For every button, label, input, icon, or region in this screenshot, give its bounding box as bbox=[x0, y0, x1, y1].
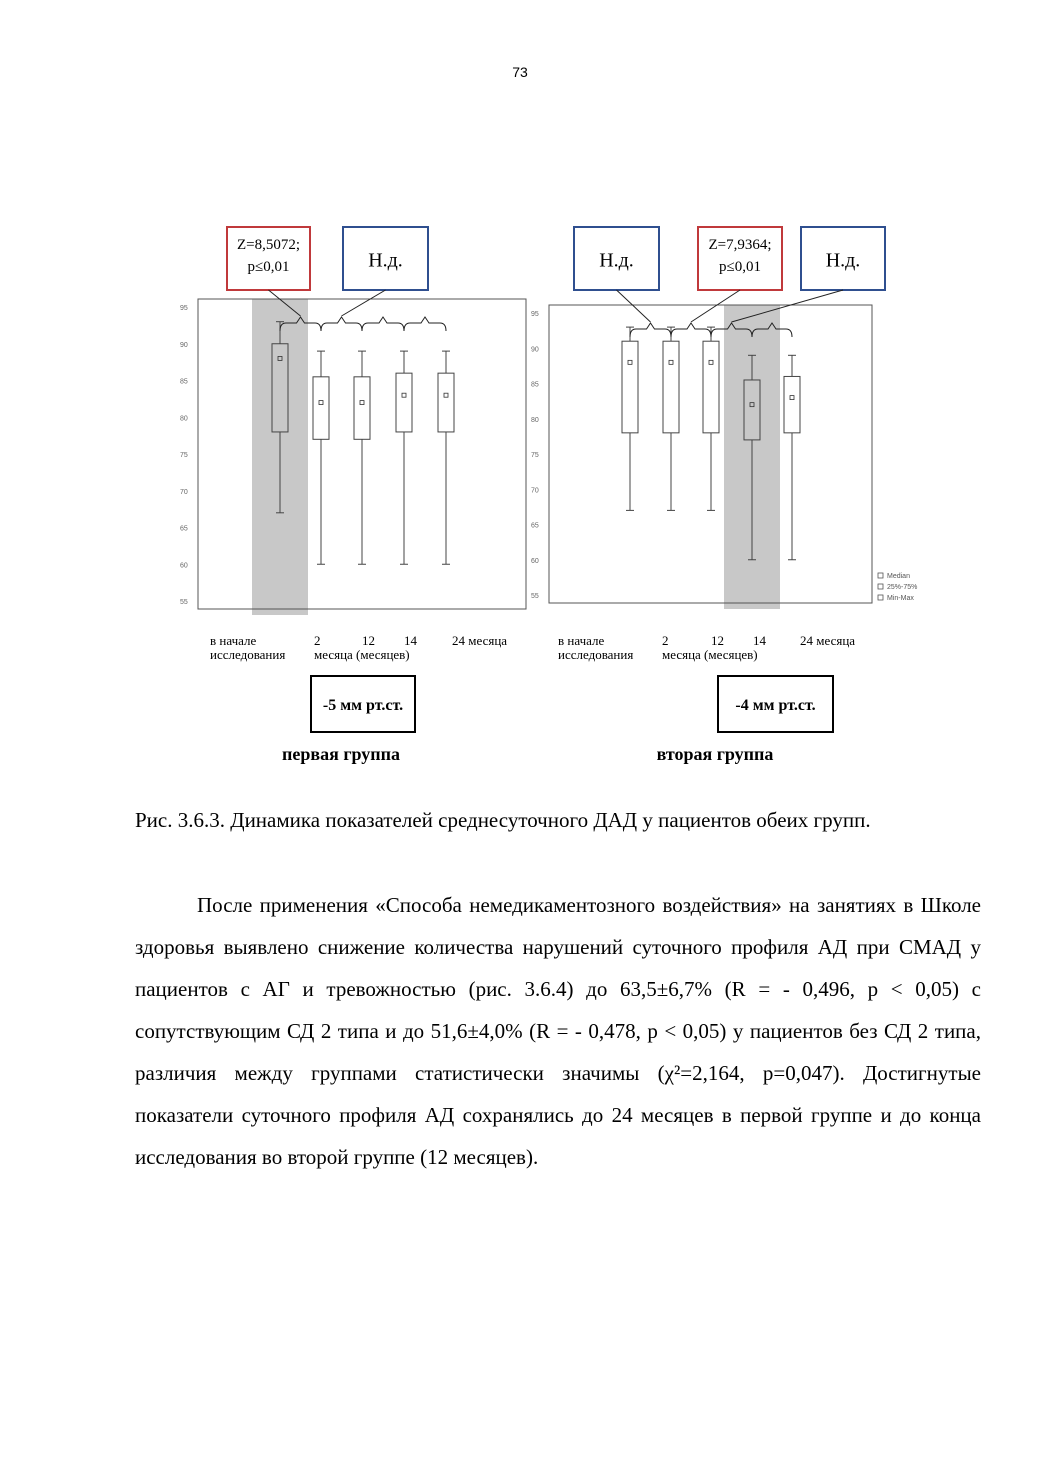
median-marker bbox=[669, 360, 673, 364]
iqr-box bbox=[313, 377, 329, 439]
annotation-text: Н.д. bbox=[368, 249, 403, 272]
annotation-text: Z=8,5072; bbox=[236, 237, 301, 253]
legend-swatch bbox=[878, 584, 883, 589]
x-axis-label: 14 bbox=[753, 633, 766, 648]
comparison-bracket bbox=[671, 323, 711, 337]
iqr-box bbox=[663, 341, 679, 433]
median-marker bbox=[628, 360, 632, 364]
x-axis-label: 12 bbox=[711, 633, 724, 648]
legend-entry: 25%-75% bbox=[887, 584, 918, 591]
iqr-box bbox=[703, 341, 719, 433]
y-tick-label: 80 bbox=[180, 415, 188, 423]
x-axis-label: в начале bbox=[210, 633, 257, 648]
x-axis-label: 2 bbox=[314, 633, 321, 648]
median-marker bbox=[790, 396, 794, 400]
x-axis-label: исследования bbox=[210, 647, 286, 662]
y-tick-label: 90 bbox=[180, 341, 188, 349]
y-tick-label: 75 bbox=[531, 452, 539, 459]
y-tick-label: 65 bbox=[531, 522, 539, 530]
x-axis-label: месяца (месяцев) bbox=[314, 647, 410, 662]
annotation-text: Z=7,9364; bbox=[708, 237, 772, 253]
annotation-text: Н.д. bbox=[825, 249, 861, 272]
legend-swatch bbox=[878, 595, 883, 600]
iqr-box bbox=[438, 373, 454, 432]
y-tick-label: 60 bbox=[180, 562, 188, 570]
change-label: -5 мм рт.ст. bbox=[322, 697, 404, 714]
y-tick-label: 75 bbox=[180, 452, 188, 459]
iqr-box bbox=[396, 373, 412, 432]
x-axis-label: исследования bbox=[558, 647, 634, 662]
median-marker bbox=[709, 360, 713, 364]
annotation-text: p≤0,01 bbox=[247, 259, 290, 275]
figure-caption: Рис. 3.6.3. Динамика показателей среднесуточного ДАД у пациентов обеих групп. bbox=[135, 808, 871, 832]
iqr-box bbox=[622, 341, 638, 433]
group-label: первая группа bbox=[281, 744, 401, 764]
page-number: 73 bbox=[512, 64, 528, 80]
y-tick-label: 70 bbox=[531, 487, 539, 495]
y-tick-label: 70 bbox=[180, 488, 188, 496]
y-tick-label: 60 bbox=[531, 557, 539, 565]
annotation-arrow bbox=[342, 290, 386, 316]
annotation-arrow bbox=[617, 290, 651, 322]
y-tick-label: 55 bbox=[180, 599, 188, 606]
y-tick-label: 65 bbox=[180, 525, 188, 533]
x-axis-label: 14 bbox=[404, 633, 417, 648]
legend-entry: Median bbox=[887, 573, 910, 580]
y-tick-label: 80 bbox=[531, 416, 539, 424]
y-tick-label: 85 bbox=[180, 378, 188, 386]
y-tick-label: 55 bbox=[531, 593, 539, 600]
x-axis-label: месяца (месяцев) bbox=[662, 647, 758, 662]
change-label: -4 мм рт.ст. bbox=[735, 697, 816, 714]
median-marker bbox=[360, 401, 364, 405]
comparison-bracket bbox=[630, 323, 671, 337]
comparison-bracket bbox=[362, 317, 404, 331]
comparison-bracket bbox=[404, 317, 446, 331]
legend-entry: Min-Max bbox=[887, 595, 914, 602]
body-paragraph: После применения «Способа немедикаментозного воздействия» на занятиях в Школе здоровья выявлено снижение количества нарушений суточного профиля АД при СМАД у пациентов с АГ и тревожностью (рис. 3.6.4) до 63,5±6,7% (R = - 0,496, p < 0,05) с сопутствующим СД 2 типа и до 51,6±4,0% (R = - 0,478, p < 0,05) у пациентов без СД 2 типа, различия между группами статистически значимы (χ²=2,164, p=0,047). Достигнутые показатели суточного профиля АД сохранялись до 24 месяцев в первой группе и до конца исследования во второй группе (12 месяцев). bbox=[135, 893, 981, 1169]
x-axis-label: 24 месяца bbox=[800, 633, 856, 648]
y-tick-label: 95 bbox=[531, 311, 539, 318]
y-tick-label: 95 bbox=[180, 305, 188, 312]
x-axis-label: 12 bbox=[362, 633, 375, 648]
iqr-box bbox=[354, 377, 370, 439]
comparison-bracket bbox=[321, 317, 362, 331]
median-marker bbox=[319, 401, 323, 405]
y-tick-label: 90 bbox=[531, 346, 539, 354]
x-axis-label: 24 месяца bbox=[452, 633, 508, 648]
annotation-text: p≤0,01 bbox=[719, 259, 761, 275]
x-axis-label: в начале bbox=[558, 633, 605, 648]
annotation-text: Н.д. bbox=[599, 249, 634, 272]
x-axis-label: 2 bbox=[662, 633, 669, 648]
iqr-box bbox=[784, 376, 800, 432]
median-marker bbox=[402, 393, 406, 397]
median-marker bbox=[444, 393, 448, 397]
legend-swatch bbox=[878, 573, 883, 578]
group-label: вторая группа bbox=[656, 744, 774, 764]
y-tick-label: 85 bbox=[531, 381, 539, 389]
